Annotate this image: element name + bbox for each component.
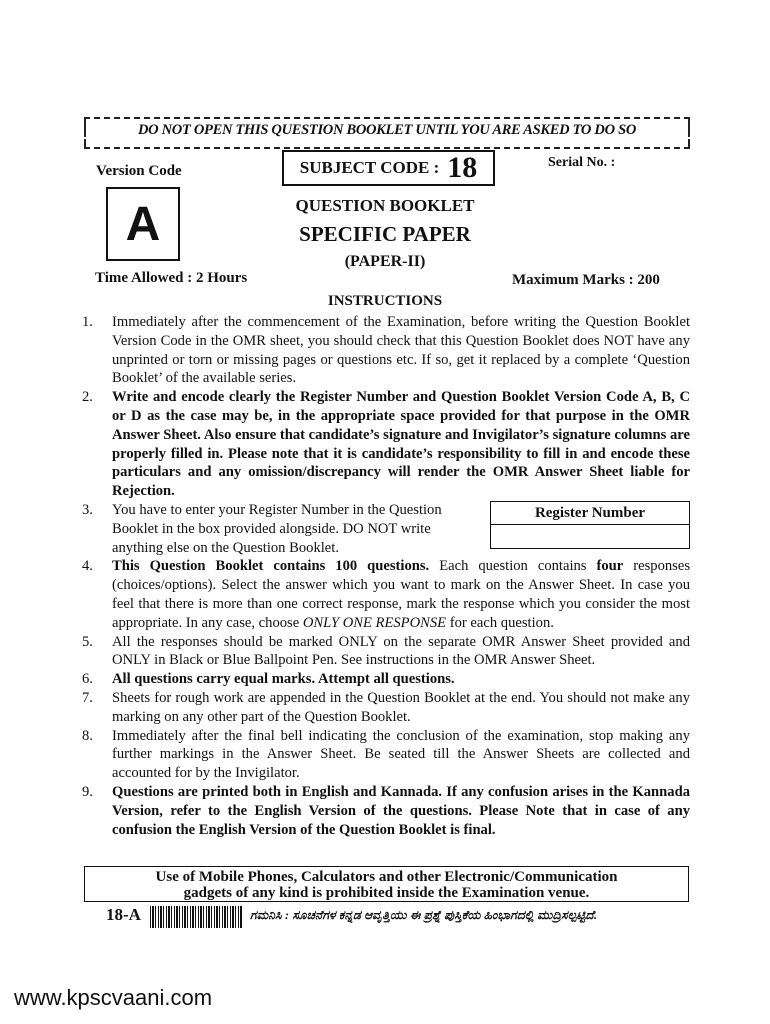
instruction-item xyxy=(82,388,690,501)
barcode xyxy=(150,906,242,928)
item-text: Sheets for rough work are appended in the Question Booklet at the end. You should not make any marking on any other part of the Question Booklet. xyxy=(112,689,690,725)
booklet-title: QUESTION BOOKLET xyxy=(295,196,475,215)
item-text: Immediately after the commencement of the Examination, before writing the Question Booklet Version Code in the OMR sheet, you should check that this Question Booklet does NOT have any unprinted or torn or missing pages or questions etc. If so, get it replaced by a complete ‘Question Booklet’ of the available series. xyxy=(112,314,690,387)
item-number: 9. xyxy=(82,783,93,800)
subject-code-box xyxy=(282,150,495,186)
paper-subtitle: (PAPER-II) xyxy=(344,253,426,270)
version-code-box: A xyxy=(106,187,180,261)
version-code-label: Version Code xyxy=(96,163,182,179)
subject-code-label: SUBJECT CODE : xyxy=(299,158,440,177)
item-number: 7. xyxy=(82,689,93,706)
item-number: 3. xyxy=(82,501,93,518)
item-number: 8. xyxy=(82,727,93,744)
instructions-heading: INSTRUCTIONS xyxy=(327,293,443,309)
instructions-list xyxy=(82,313,690,839)
register-number-label: Register Number xyxy=(491,502,689,525)
serial-number-label: Serial No. : xyxy=(548,155,616,170)
item-number: 1. xyxy=(82,314,93,330)
instruction-item xyxy=(82,313,690,388)
item-number: 4. xyxy=(82,558,93,575)
maximum-marks: Maximum Marks : 200 xyxy=(512,272,660,288)
time-allowed: Time Allowed : 2 Hours xyxy=(95,270,248,286)
notice-line-1: Use of Mobile Phones, Calculators and other Electronic/Communication xyxy=(155,869,618,885)
instruction-item xyxy=(82,557,690,632)
item-text: All questions carry equal marks. Attempt all questions. xyxy=(112,671,455,688)
instruction-item xyxy=(82,783,690,839)
item-text: Immediately after the final bell indicating the conclusion of the examination, stop making any further markings in the Answer Sheet. Be seated till the Answer Sheets are collected and accounted for by the Invigilator. xyxy=(112,727,690,782)
instruction-item xyxy=(82,689,690,727)
item-text: Write and encode clearly the Register Number and Question Booklet Version Code A, B, C or D as the case may be, in the appropriate space provided for that purpose in the OMR Answer Sheet. Also ensure that candidate’s signature and Invigilator’s signature columns are properly filled in. Please note that it is candidate’s responsibility to fill in and encode these particulars and any omission/discrepancy will render the OMR Answer Sheet liable for Rejection. xyxy=(112,389,690,500)
instruction-item xyxy=(82,727,690,783)
dashed-border-bottom xyxy=(84,139,690,149)
instruction-item xyxy=(82,501,690,557)
footer-code: 18-A xyxy=(106,905,141,924)
mobile-phone-notice xyxy=(84,866,689,902)
website-watermark: www.kpscvaani.com xyxy=(14,985,213,1010)
paper-title: SPECIFIC PAPER xyxy=(299,222,471,246)
warning-banner: DO NOT OPEN THIS QUESTION BOOKLET UNTIL YOU ARE ASKED TO DO SO xyxy=(137,122,637,138)
notice-line-2: gadgets of any kind is prohibited inside the Examination venue. xyxy=(183,885,590,901)
kannada-note: ಗಮನಿಸಿ : ಸೂಚನೆಗಳ ಕನ್ನಡ ಆವೃತ್ತಿಯು ಈ ಪ್ರಶ್ನೆ ಪುಸ್ತಿಕೆಯ ಹಿಂಭಾಗದಲ್ಲಿ ಮುದ್ರಿಸಲ್ಪಟ್ಟಿದೆ. xyxy=(250,908,598,922)
instruction-item xyxy=(82,633,690,671)
item-number: 2. xyxy=(82,389,93,406)
subject-code-value: 18 xyxy=(447,151,478,184)
item-text: Questions are printed both in English and Kannada. If any confusion arises in the Kannada Version, refer to the English Version of the questions. Please Note that in case of any confusion the English Version of the Question Booklet is final. xyxy=(112,783,690,838)
item-text: You have to enter your Register Number in the Question Booklet in the box provided alongside. DO NOT write anything else on the Question Booklet. xyxy=(112,501,442,556)
item-number: 5. xyxy=(82,633,93,650)
instruction-item xyxy=(82,670,690,689)
register-number-box xyxy=(490,501,690,549)
item-text: This Question Booklet contains 100 questions. Each question contains four responses (choices/options). Select the answer which you want to mark on the Answer Sheet. In case you feel that there is more than one correct response, mark the response which you consider the most appropriate. In any case, choose ONLY ONE RESPONSE for each question. xyxy=(112,558,690,631)
item-text: All the responses should be marked ONLY on the separate OMR Answer Sheet provided and ONLY in Black or Blue Ballpoint Pen. See instructions in the OMR Answer Sheet. xyxy=(112,633,690,669)
item-number: 6. xyxy=(82,671,93,688)
